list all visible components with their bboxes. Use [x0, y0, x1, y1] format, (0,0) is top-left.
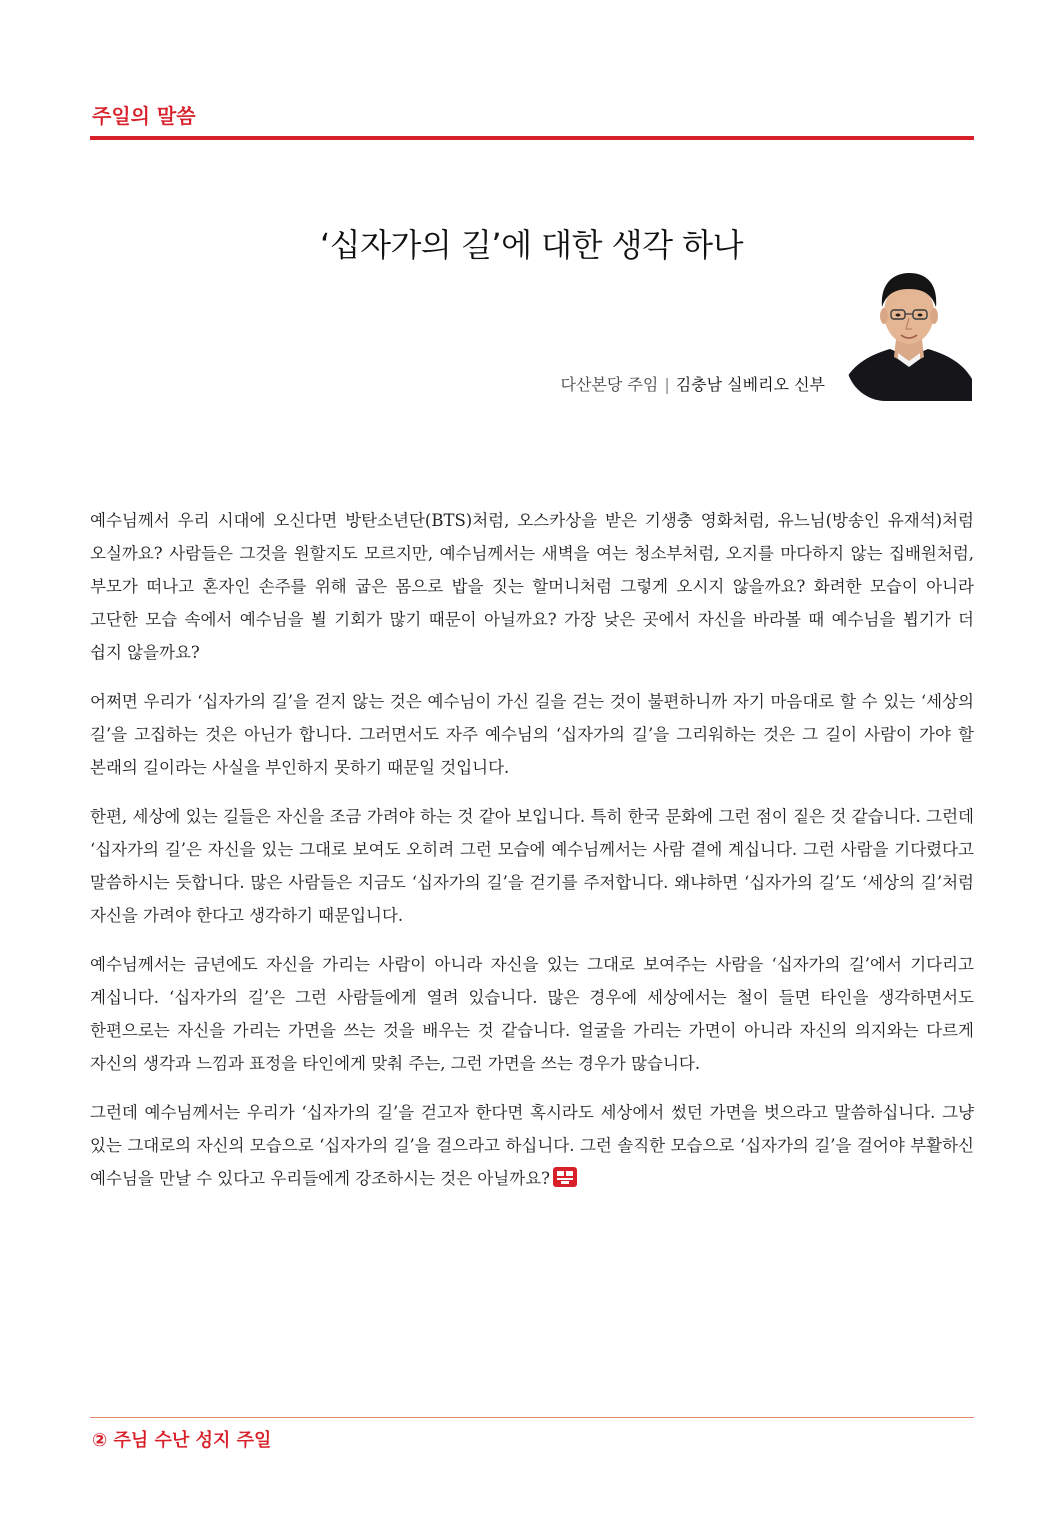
end-mark-icon	[552, 1166, 578, 1188]
author-byline	[561, 372, 826, 395]
author-name: 김충남 실베리오 신부	[675, 375, 825, 394]
paragraph-1: 예수님께서 우리 시대에 오신다면 방탄소년단(BTS)처럼, 오스카상을 받은 기생충 영화처럼, 유느님(방송인 유재석)처럼 오실까요? 사람들은 그것을 원할지도 모르지만, 예수님께서는 새벽을 여는 청소부처럼, 오지를 마다하지 않는 집배원처럼, 부모가 떠나고 혼자인 손주를 위해 굽은 몸으로 밥을 짓는 할머니처럼 그렇게 오시지 않을까요? 화려한 모습이 아니라 고단한 모습 속에서 예수님을 뵐 기회가 많기 때문이 아닐까요? 가장 낮은 곳에서 자신을 바라볼 때 예수님을 뵙기가 더 쉽지 않을까요?	[90, 511, 974, 662]
author-separator: |	[664, 375, 670, 394]
paragraph-5: 그런데 예수님께서는 우리가 ‘십자가의 길’을 걷고자 한다면 혹시라도 세상에서 썼던 가면을 벗으라고 말씀하십니다. 그냥 있는 그대로의 자신의 모습으로 ‘십자가의 길’을 걸으라고 하십니다. 그런 솔직한 모습으로 ‘십자가의 길’을 걸어야 부활하신 예수님을 만날 수 있다고 우리들에게 강조하시는 것은 아닐까요?	[90, 1103, 974, 1188]
author-portrait	[846, 261, 972, 401]
paragraph-3: 한편, 세상에 있는 길들은 자신을 조금 가려야 하는 것 같아 보입니다. 특히 한국 문화에 그런 점이 짙은 것 같습니다. 그런데 ‘십자가의 길’은 자신을 있는 그대로 보여도 오히려 그런 모습에 예수님께서는 사람 곁에 계십니다. 그런 사람을 기다렸다고 말씀하시는 듯합니다. 많은 사람들은 지금도 ‘십자가의 길’을 걷기를 주저합니다. 왜냐하면 ‘십자가의 길’도 ‘세상의 길’처럼 자신을 가려야 한다고 생각하기 때문입니다.	[90, 807, 974, 925]
article-title: ‘십자가의 길’에 대한 생각 하나	[320, 226, 743, 264]
paragraph-5-wrap	[90, 1096, 974, 1195]
article-body	[90, 504, 974, 1211]
portrait-icon	[846, 261, 972, 401]
author-role: 다산본당 주임	[560, 375, 659, 394]
paragraph-4: 예수님께서는 금년에도 자신을 가리는 사람이 아니라 자신을 있는 그대로 보여주는 사람을 ‘십자가의 길’에서 기다리고 계십니다. ‘십자가의 길’은 그런 사람들에게 열려 있습니다. 많은 경우에 세상에서는 철이 들면 타인을 생각하면서도 한편으로는 자신을 가리는 가면을 쓰는 것을 배우는 것 같습니다. 얼굴을 가리는 가면이 아니라 자신의 의지와는 다르게 자신의 생각과 느낌과 표정을 타인에게 맞춰 주는, 그런 가면을 쓰는 경우가 많습니다.	[90, 955, 974, 1073]
header-divider	[90, 136, 974, 140]
footer-divider	[90, 1417, 974, 1418]
section-label: 주일의 말씀	[92, 104, 196, 128]
footer-label: ② 주님 수난 성지 주일	[92, 1430, 272, 1451]
paragraph-2: 어쩌면 우리가 ‘십자가의 길’을 걷지 않는 것은 예수님이 가신 길을 걷는 것이 불편하니까 자기 마음대로 할 수 있는 ‘세상의 길’을 고집하는 것은 아닌가 합니다. 그러면서도 자주 예수님의 ‘십자가의 길’을 그리워하는 것은 그 길이 사람이 가야 할 본래의 길이라는 사실을 부인하지 못하기 때문일 것입니다.	[90, 692, 974, 777]
